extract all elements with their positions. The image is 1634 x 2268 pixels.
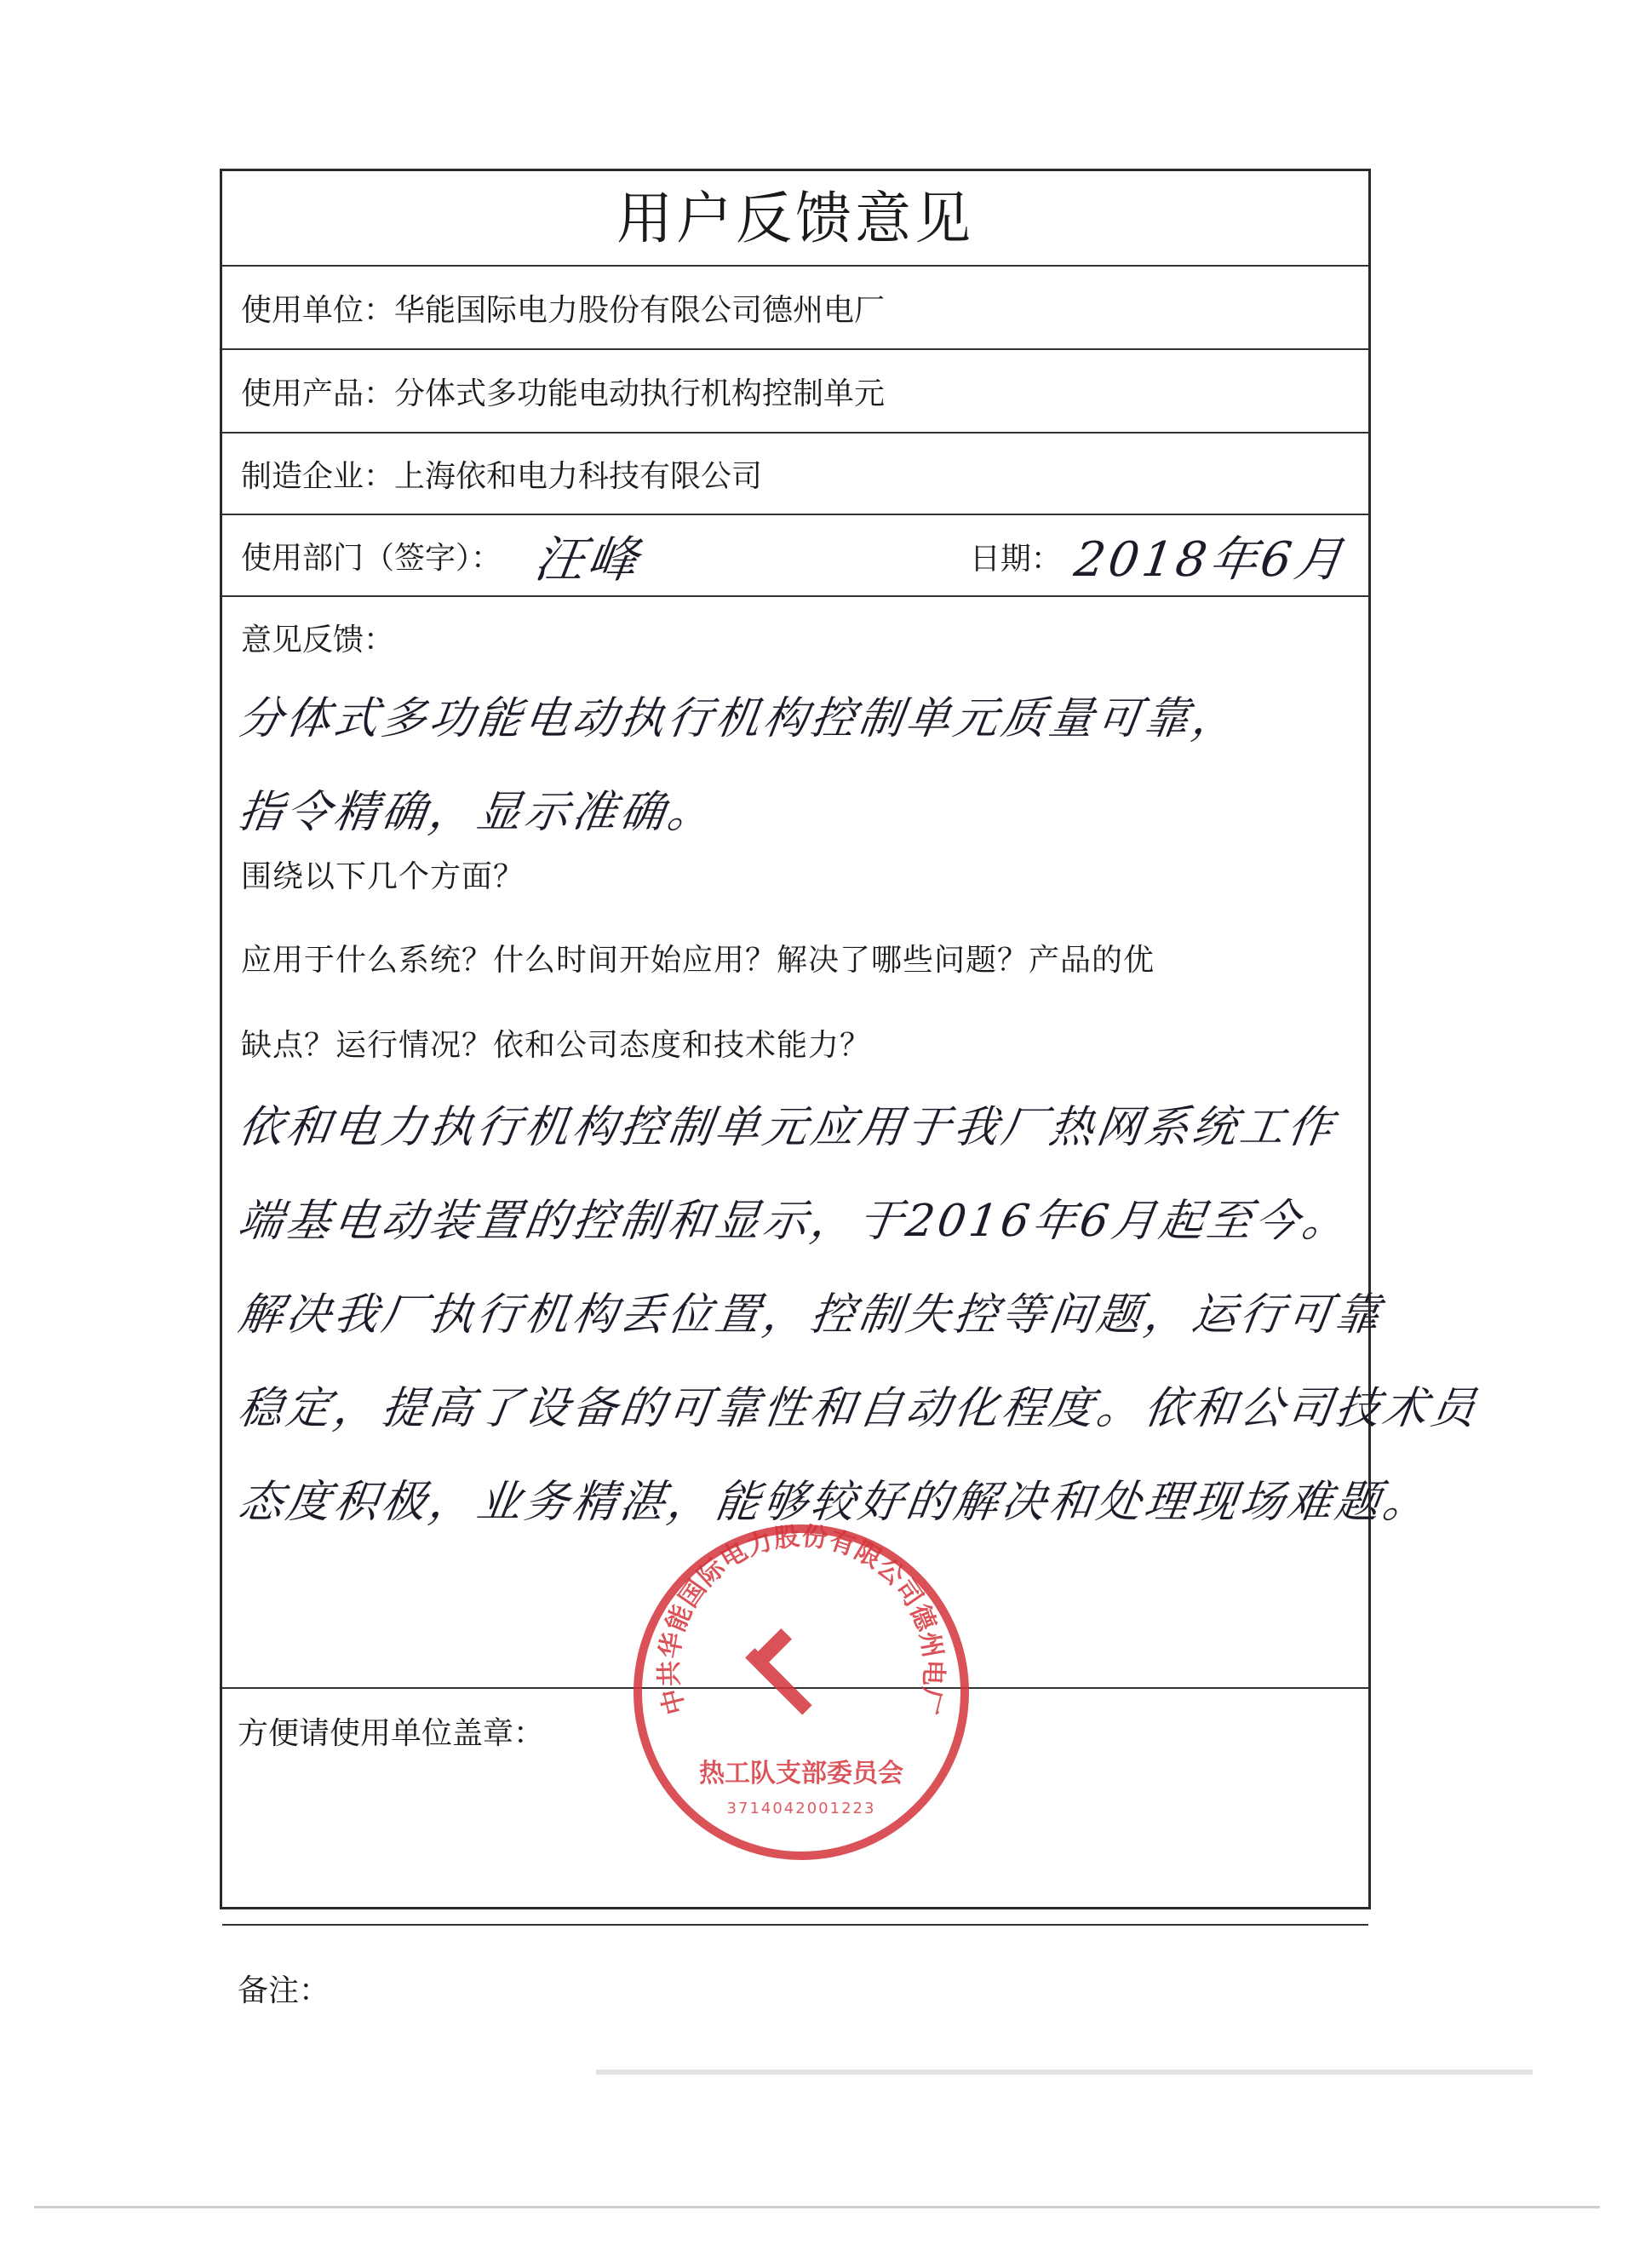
dept-signature: 汪峰 (530, 531, 645, 589)
seal-outer-text: 中共华能国际电力股份有限公司德州电厂 (654, 1521, 949, 1718)
dept-row (222, 515, 1368, 597)
handwritten-line: 解决我厂执行机构丢位置，控制失控等问题，运行可靠 (235, 1289, 1387, 1341)
date-group (969, 515, 1350, 597)
date-value: 2018年6月 (1070, 532, 1350, 588)
product-row (222, 350, 1368, 434)
scan-smudge (596, 2070, 1533, 2075)
handwritten-line: 态度积极，业务精湛，能够较好的解决和处理现场难题。 (235, 1477, 1435, 1528)
feedback-form (220, 169, 1482, 2008)
date-label: 日期： (969, 541, 1062, 577)
handwritten-line: 指令精确，显示准确。 (235, 787, 720, 838)
product-value: 分体式多功能电动执行机构控制单元 (394, 376, 886, 411)
guide-text: 围绕以下几个方面？ (241, 859, 525, 894)
handwritten-line: 端基电动装置的控制和显示，于2016年6月起至今。 (235, 1196, 1354, 1247)
guide-text: 缺点？运行情况？依和公司态度和技术能力？ (241, 1028, 872, 1063)
seal-label: 方便请使用单位盖章： (238, 1716, 545, 1751)
handwritten-line: 分体式多功能电动执行机构控制单元质量可靠， (235, 693, 1244, 744)
scan-edge-line (34, 2206, 1600, 2208)
seal-inner-text: 热工队支部委员会 (699, 1759, 903, 1789)
remarks-label: 备注： (238, 1973, 330, 2008)
unit-label: 使用单位： (241, 292, 395, 328)
unit-value: 华能国际电力股份有限公司德州电厂 (394, 292, 886, 328)
dept-label: 使用部门（签字）： (241, 540, 502, 576)
handwritten-line: 依和电力执行机构控制单元应用于我厂热网系统工作 (235, 1102, 1339, 1153)
seal-code: 3714042001223 (726, 1800, 876, 1817)
form-title: 用户反馈意见 (222, 171, 1368, 267)
product-label: 使用产品： (241, 376, 395, 411)
guide-text: 应用于什么系统？什么时间开始应用？解决了哪些问题？产品的优 (241, 943, 1155, 978)
hammer-sickle-icon (745, 1628, 840, 1733)
svg-text:中共华能国际电力股份有限公司德州电厂 (655, 1522, 949, 1718)
unit-row (222, 267, 1368, 350)
opinion-label: 意见反馈： (241, 623, 395, 657)
handwritten-line: 稳定，提高了设备的可靠性和自动化程度。依和公司技术员 (235, 1383, 1482, 1434)
maker-value: 上海依和电力科技有限公司 (394, 458, 763, 494)
maker-label: 制造企业： (241, 458, 395, 494)
official-seal (622, 1513, 980, 1871)
maker-row (222, 434, 1368, 515)
